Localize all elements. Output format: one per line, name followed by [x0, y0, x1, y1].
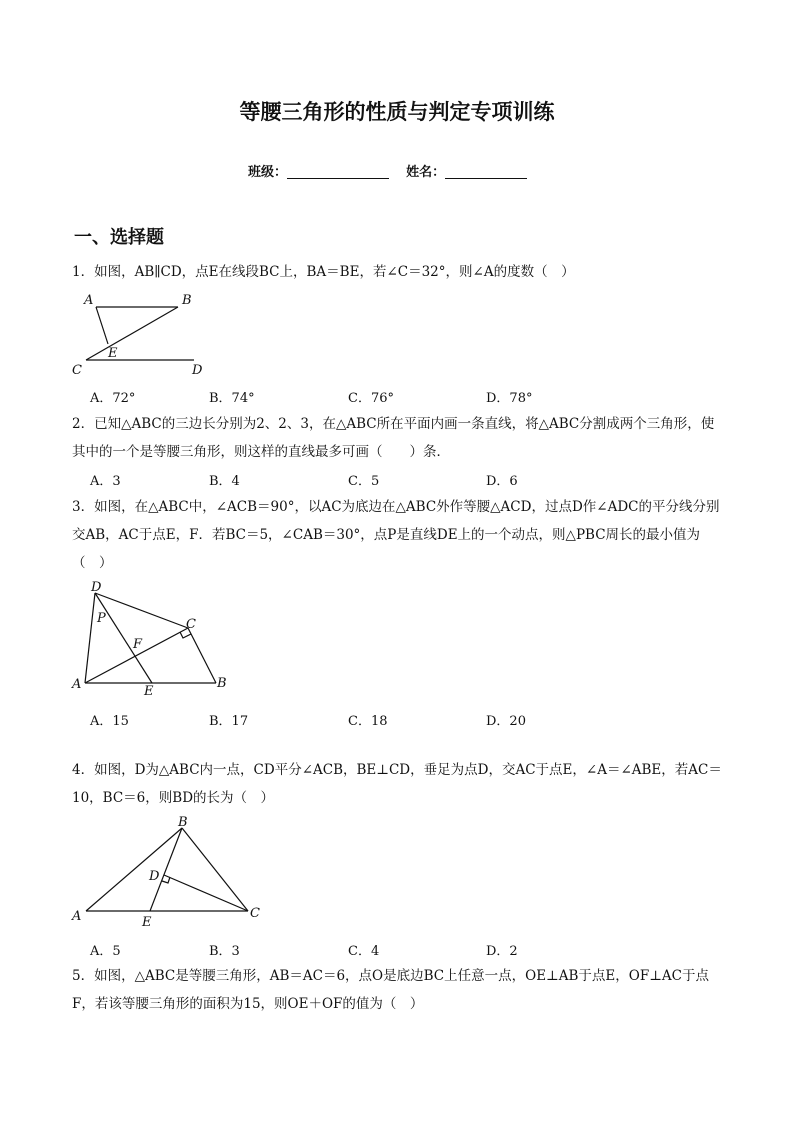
option-a[interactable]: A．5 — [90, 944, 121, 959]
question-2-options — [90, 470, 610, 490]
segment-da — [85, 593, 95, 683]
label-e: E — [142, 915, 152, 930]
student-info — [248, 161, 527, 180]
label-f: F — [133, 637, 143, 652]
label-e: E — [108, 346, 118, 361]
label-d: D — [91, 580, 102, 595]
question-4-figure — [66, 814, 276, 930]
option-d[interactable]: D．20 — [486, 714, 526, 729]
segment-bc — [182, 828, 248, 911]
segment-dc — [164, 875, 248, 911]
label-c: C — [186, 617, 196, 632]
option-a[interactable]: A．72° — [90, 391, 136, 406]
question-2-text: 2．已知△ABC的三边长分别为2、2、3，在△ABC所在平面内画一条直线，将△ABC分割成两个三角形，使其中的一个是等腰三角形，则这样的直线最多可画（ ）条． — [72, 416, 715, 460]
option-d[interactable]: D．78° — [486, 391, 533, 406]
option-b[interactable]: B．3 — [209, 944, 240, 959]
page-title: 等腰三角形的性质与判定专项训练 — [239, 100, 555, 124]
question-1-options — [90, 387, 610, 407]
right-angle-c — [180, 632, 191, 638]
question-3-options — [90, 710, 610, 730]
question-4-options — [90, 940, 610, 960]
option-d[interactable]: D．6 — [486, 474, 518, 489]
segment-bc — [86, 307, 178, 360]
option-c[interactable]: C．76° — [348, 391, 394, 406]
question-1-figure — [66, 288, 236, 380]
segment-dc — [95, 593, 188, 628]
section-heading: 一、选择题 — [74, 227, 164, 248]
label-e: E — [144, 684, 154, 698]
label-a: A — [72, 677, 82, 692]
label-a: A — [84, 293, 94, 308]
option-c[interactable]: C．5 — [348, 474, 380, 489]
segment-cb — [188, 628, 216, 683]
label-p: P — [97, 611, 106, 626]
option-b[interactable]: B．17 — [209, 714, 249, 729]
label-b: B — [178, 815, 188, 830]
label-c: C — [72, 363, 82, 378]
option-d[interactable]: D．2 — [486, 944, 518, 959]
option-b[interactable]: B．74° — [209, 391, 255, 406]
question-3-text: 3．如图，在△ABC中，∠ACB＝90°，以AC为底边在△ABC外作等腰△ACD，过点D作∠ADC的平分线分别交AB，AC于点E，F．若BC＝5，∠CAB＝30°，点P是直线DE上的一个动点，则△PBC周长的最小值为（ ） — [72, 499, 720, 571]
option-a[interactable]: A．15 — [90, 714, 129, 729]
segment-ab — [86, 828, 182, 911]
option-c[interactable]: C．18 — [348, 714, 388, 729]
class-blank[interactable] — [287, 164, 389, 179]
question-4-text: 4．如图，D为△ABC内一点，CD平分∠ACB，BE⊥CD，垂足为点D，交AC于点E，∠A＝∠ABE，若AC＝10，BC＝6，则BD的长为（ ） — [72, 762, 722, 806]
option-a[interactable]: A．3 — [90, 474, 121, 489]
question-3-figure — [66, 576, 246, 698]
name-label: 姓名： — [406, 165, 446, 180]
label-c: C — [250, 906, 260, 921]
label-d: D — [149, 869, 160, 884]
question-5-text: 5．如图，△ABC是等腰三角形，AB＝AC＝6，点O是底边BC上任意一点，OE⊥AB于点E，OF⊥AC于点F，若该等腰三角形的面积为15，则OE＋OF的值为（ ） — [72, 968, 709, 1012]
label-d: D — [192, 363, 203, 378]
option-c[interactable]: C．4 — [348, 944, 380, 959]
option-b[interactable]: B．4 — [209, 474, 240, 489]
segment-de — [95, 593, 152, 683]
label-a: A — [72, 909, 82, 924]
question-1-text: 1．如图，AB∥CD，点E在线段BC上，BA＝BE，若∠C＝32°，则∠A的度数（ ） — [72, 264, 575, 280]
segment-ae — [96, 307, 108, 344]
label-b: B — [217, 676, 227, 691]
class-label: 班级： — [248, 165, 288, 180]
label-b: B — [182, 293, 192, 308]
name-blank[interactable] — [445, 164, 527, 179]
